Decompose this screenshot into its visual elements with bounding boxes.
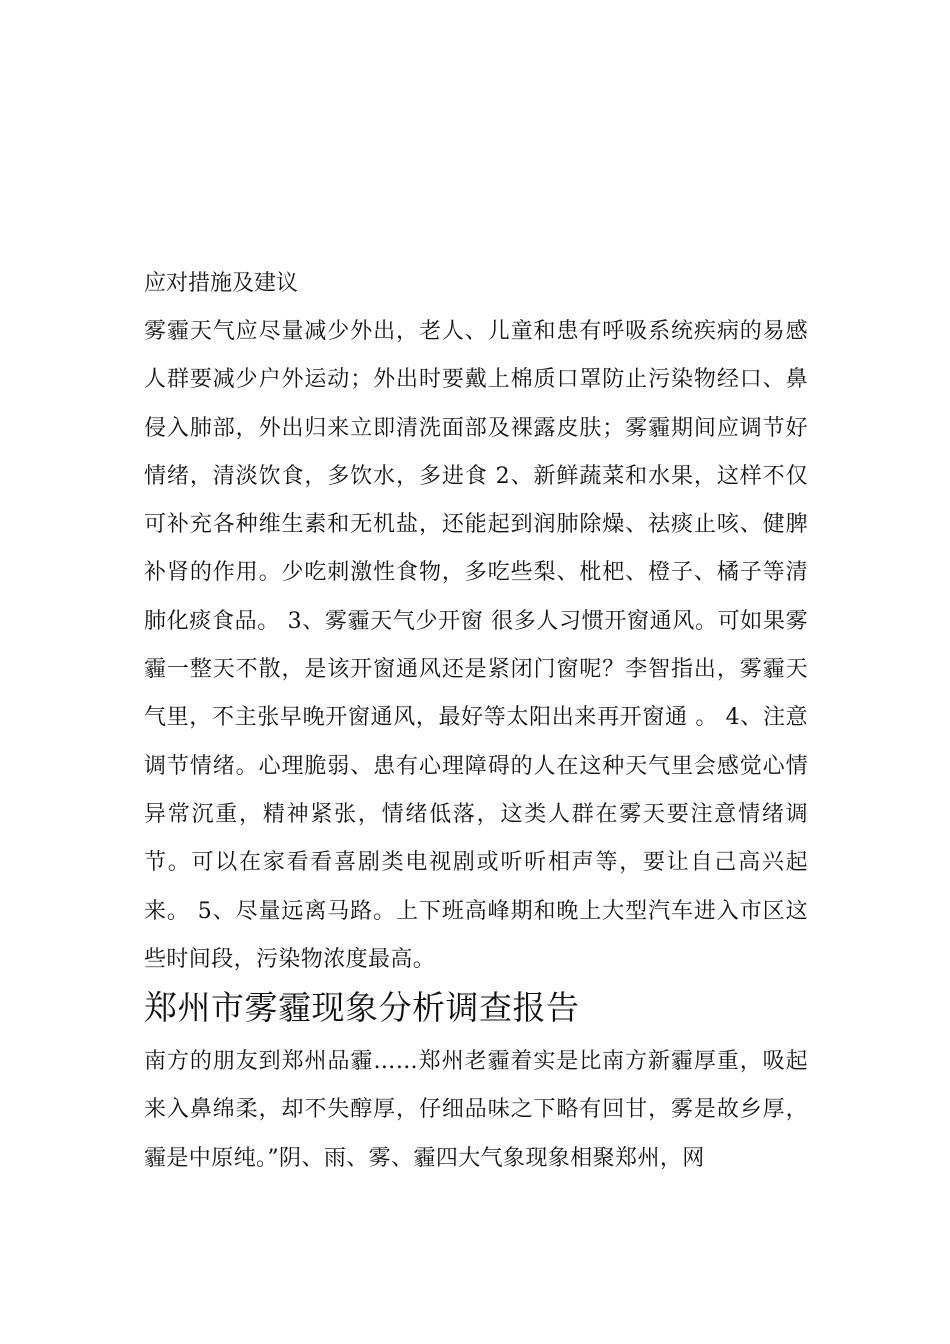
measures-paragraph: 雾霾天气应尽量减少外出，老人、儿童和患有呼吸系统疾病的易感人群要减少户外运动；外出时要戴上棉质口罩防止污染物经口、鼻侵入肺部，外出归来立即清洗面部及裸露皮肤；雾霾期间应调节好情绪，清淡饮食，多饮水，多进食 2、新鲜蔬菜和水果，这样不仅可补充各种维生素和无机盐，还能起到润肺除燥、祛痰止咳、健脾补肾的作用。少吃刺激性食物，多吃些梨、枇杷、橙子、橘子等清肺化痰食品。 3、雾霾天气少开窗 很多人习惯开窗通风。可如果雾霾一整天不散，是该开窗通风还是紧闭门窗呢？李智指出，雾霾天气里，不主张早晚开窗通风，最好等太阳出来再开窗通 。 4、注意调节情绪。心理脆弱、患有心理障碍的人在这种天气里会感觉心情异常沉重，精神紧张，情绪低落，这类人群在雾天要注意情绪调节。可以在家看看喜剧类电视剧或听听相声等，要让自己高兴起来。 5、尽量远离马路。上下班高峰期和晚上大型汽车进入市区这些时间段，污染物浓度最高。 [144, 319, 808, 972]
section-heading: 应对措施及建议 [144, 271, 299, 296]
report-title: 郑州市雾霾现象分析调查报告 [144, 988, 580, 1028]
report-intro-paragraph: 南方的朋友到郑州品霾……郑州老霾着实是比南方新霾厚重，吸起来入鼻绵柔，却不失醇厚，仔细品味之下略有回甘，雾是故乡厚，霾是中原纯。”阴、雨、雾、霾四大气象现象相聚郑州，网 [144, 1049, 808, 1171]
document-content [144, 262, 808, 1183]
